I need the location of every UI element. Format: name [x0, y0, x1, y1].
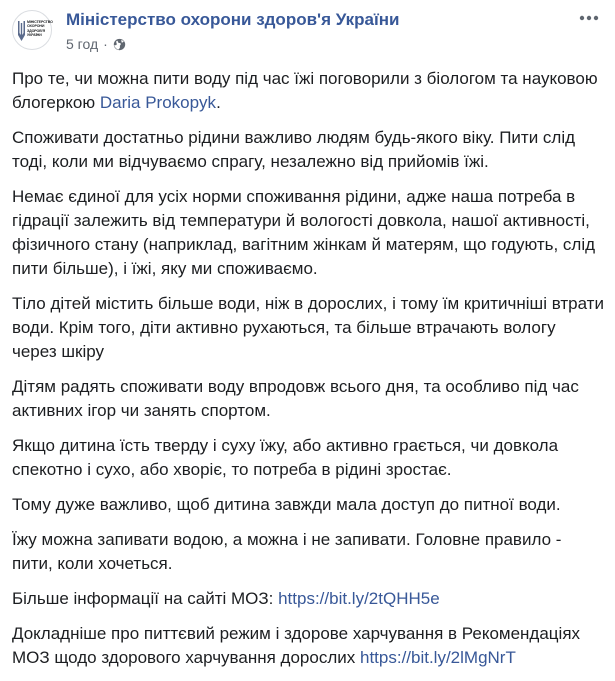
- page-name-link[interactable]: Міністерство охорони здоров'я України: [66, 10, 400, 29]
- paragraph-8: Їжу можна запивати водою, а можна і не запивати. Головне правило - пити, коли хочеться.: [12, 530, 562, 573]
- paragraph-1: Про те, чи можна пити воду під час їжі поговорили з біологом та науковою блогеркою Daria Prokopyk.: [12, 69, 598, 112]
- trident-emblem-icon: [17, 19, 26, 43]
- post-content: [12, 67, 604, 681]
- paragraph-10: Докладніше про питтєвий режим і здорове харчування в Рекомендаціях МОЗ щодо здорового харчування дорослих https://bit.ly/2lMgNrT: [12, 624, 581, 667]
- post-timestamp[interactable]: 5 год: [66, 36, 99, 52]
- more-dots-icon: [579, 15, 599, 21]
- mention-link[interactable]: Daria Prokopyk: [99, 93, 217, 112]
- paragraph-5: Дітям радять споживати воду впродовж всього дня, та особливо під час активних ігор чи занять спортом.: [12, 377, 579, 420]
- moz-site-link[interactable]: https://bit.ly/2tQHH5e: [278, 589, 440, 608]
- recommendations-link[interactable]: https://bit.ly/2lMgNrT: [359, 648, 516, 667]
- paragraph-4: Тіло дітей містить більше води, ніж в дорослих, і тому їм критичніші втрати води. Крім того, діти активно рухаються, та більше втрачають вологу через шкіру: [12, 294, 604, 361]
- avatar-text: МІНІСТЕРСТВО ОХОРОНИ ЗДОРОВ'Я УКРАЇНИ: [27, 20, 53, 38]
- page-avatar[interactable]: [12, 10, 52, 50]
- paragraph-3: Немає єдиної для усіх норми споживання рідини, адже наша потреба в гідрації залежить від температури й вологості довкола, нашої активності, фізичного стану (наприклад, вагітним жінкам й матерям, що годують, слід пити більше), і їжі, яку ми споживаємо.: [12, 187, 596, 278]
- post-header: [0, 0, 615, 62]
- paragraph-7: Тому дуже важливо, щоб дитина завжди мала доступ до питної води.: [12, 495, 561, 514]
- paragraph-6: Якщо дитина їсть тверду і суху їжу, або активно грається, чи довкола спекотно і сухо, або хворіє, то потреба в рідині зростає.: [12, 436, 559, 479]
- meta-separator: ·: [103, 36, 108, 52]
- globe-icon[interactable]: [113, 38, 126, 51]
- post-meta: [66, 36, 126, 52]
- paragraph-2: Споживати достатньо рідини важливо людям будь-якого віку. Пити слід тоді, коли ми відчуваємо спрагу, незалежно від прийомів їжі.: [12, 128, 576, 171]
- more-options-button[interactable]: [577, 8, 601, 28]
- paragraph-9: Більше інформації на сайті МОЗ: https://bit.ly/2tQHH5e: [12, 589, 440, 608]
